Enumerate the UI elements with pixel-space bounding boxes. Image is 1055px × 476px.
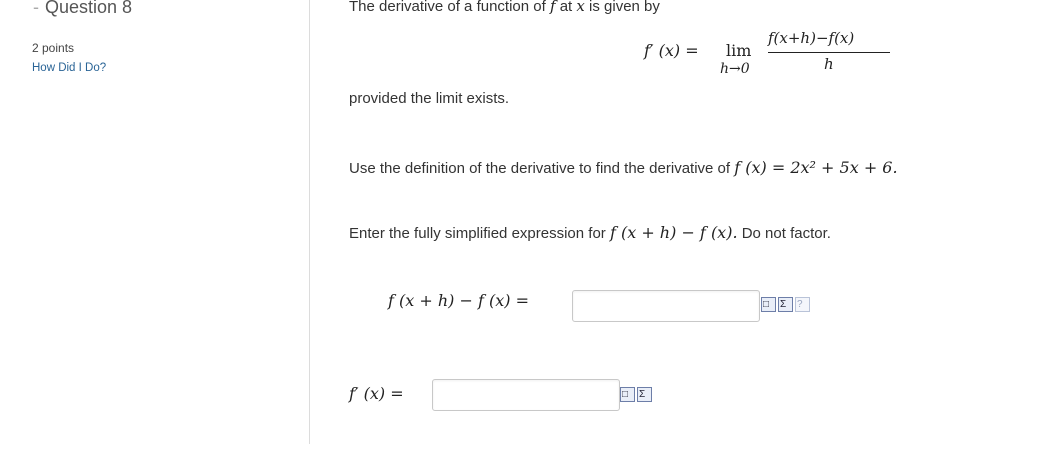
enter-prefix: Enter the fully simplified expression for: [349, 225, 606, 242]
function-definition-math: f (x) = 2x² + 5x + 6.: [734, 158, 898, 177]
provided-text: provided the limit exists.: [349, 90, 510, 107]
enter-suffix: Do not factor.: [741, 225, 831, 242]
question-title[interactable]: [33, 0, 132, 18]
preview-icon[interactable]: □: [761, 297, 776, 312]
intro-suffix: is given by: [589, 0, 660, 15]
intro-f: f: [549, 0, 556, 15]
derivative-input[interactable]: [432, 379, 620, 411]
formula-denominator: h: [824, 55, 834, 73]
intro-text: [349, 0, 660, 15]
question-title-text: Question 8: [45, 0, 133, 17]
enter-instruction-text: [349, 223, 831, 242]
how-did-i-do-link[interactable]: How Did I Do?: [32, 62, 107, 74]
difference-quotient-input[interactable]: [572, 290, 760, 322]
preview-icon[interactable]: □: [620, 387, 635, 402]
formula-lhs: f′ (x) =: [644, 41, 699, 60]
points-label: 2 points: [32, 41, 75, 55]
panel-divider: [309, 0, 310, 444]
collapse-dash: -: [33, 0, 39, 17]
use-definition-prefix: Use the definition of the derivative to find the derivative of: [349, 160, 731, 177]
formula-lim: lim: [726, 41, 752, 60]
intro-prefix: The derivative of a function of: [349, 0, 546, 15]
enter-math: f (x + h) − f (x).: [609, 223, 738, 242]
sigma-icon[interactable]: Σ: [778, 297, 793, 312]
sigma-icon[interactable]: Σ: [637, 387, 652, 402]
answer2-label: f′ (x) =: [349, 384, 404, 403]
help-icon[interactable]: ?: [795, 297, 810, 312]
formula-numerator: f(x+h)−f(x): [768, 29, 855, 47]
use-definition-text: [349, 158, 898, 177]
formula-lim-subscript: h→0: [720, 61, 750, 77]
answer1-label: f (x + h) − f (x) =: [388, 291, 529, 310]
intro-at: at: [559, 0, 573, 15]
intro-x: x: [576, 0, 585, 15]
formula-fraction-bar: [768, 52, 890, 53]
